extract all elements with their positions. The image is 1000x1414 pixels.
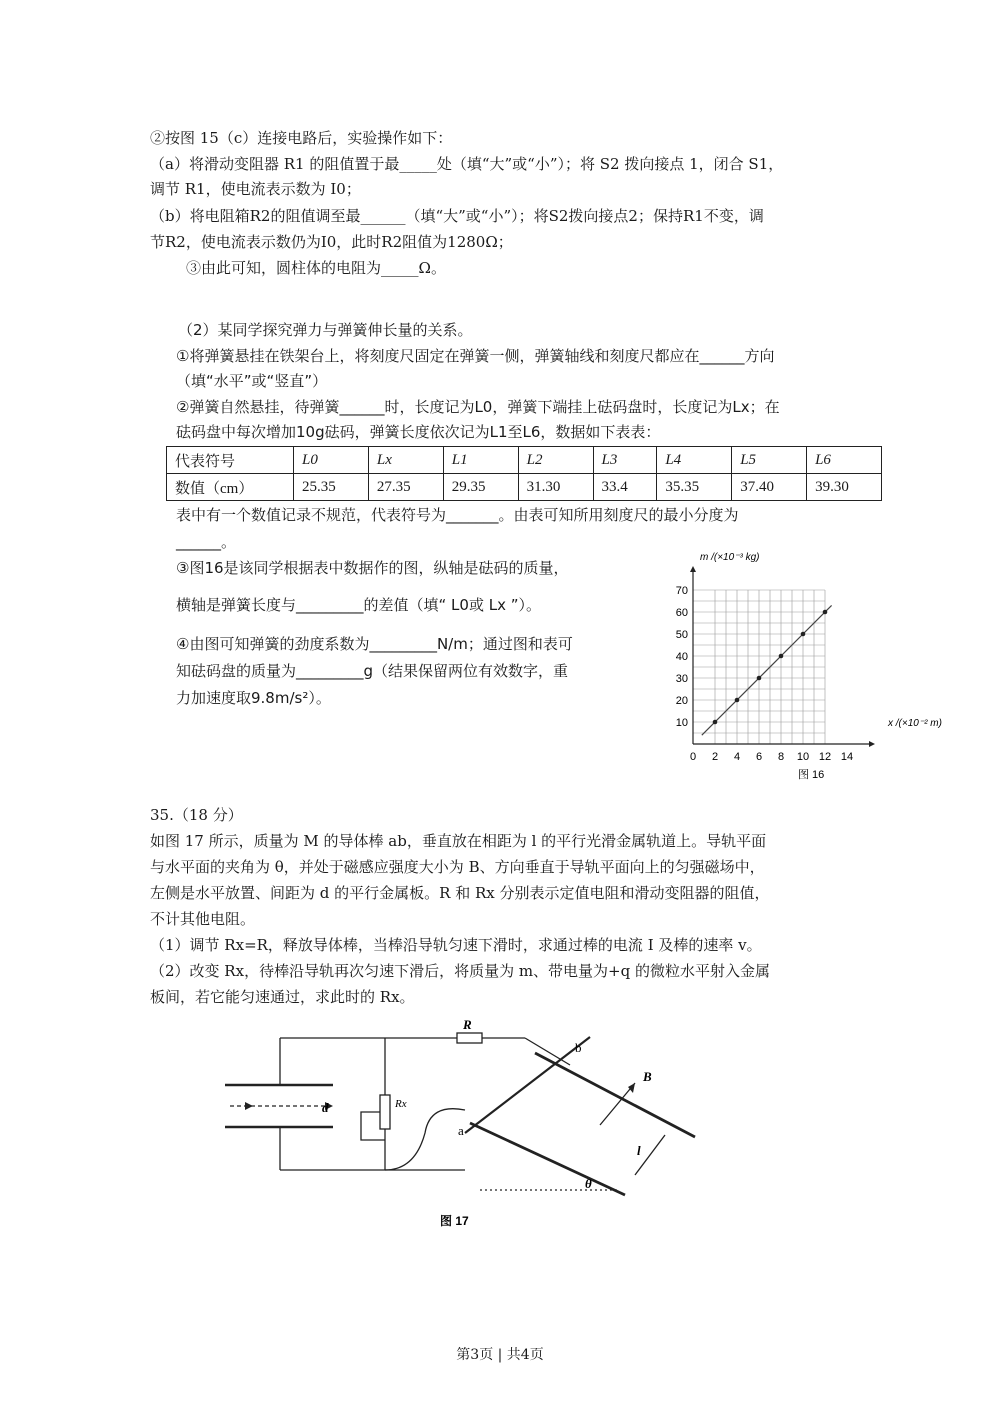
table-row <box>167 474 882 501</box>
y-tick-label: 70 <box>675 585 688 597</box>
data-point <box>735 698 740 703</box>
q3-line1: ③图16是该同学根据表中数据作的图，纵轴是砝码的质量， <box>176 559 569 577</box>
label-field-b: B <box>643 1069 652 1084</box>
step-a-line2: 调节 R1，使电流表示数为 I0； <box>150 180 361 198</box>
step3: ③由此可知，圆柱体的电阻为_____Ω。 <box>186 259 446 277</box>
data-point <box>757 676 762 681</box>
table-cell: Lx <box>368 447 443 474</box>
step2-intro: ②按图 15（c）连接电路后，实验操作如下： <box>150 129 453 147</box>
data-point <box>801 632 806 637</box>
fit-line <box>702 605 832 735</box>
after-table-line2: ______。 <box>176 533 237 551</box>
table-cell: 27.35 <box>368 474 443 501</box>
part2-title: （2）某同学探究弹力与弹簧伸长量的关系。 <box>178 321 473 339</box>
x-axis-label: x /(×10⁻² m) <box>888 718 942 729</box>
resistor-r <box>457 1033 482 1043</box>
label-a: a <box>458 1123 464 1138</box>
q35-header: 35.（18 分） <box>150 806 243 824</box>
chart-grid <box>693 590 825 744</box>
y-tick-label: 10 <box>675 717 688 729</box>
x-tick-label: 10 <box>796 751 810 763</box>
q35-para-line3: 左侧是水平放置、间距为 d 的平行金属板。R 和 Rx 分别表示定值电阻和滑动变阻器的阻值， <box>150 884 770 902</box>
rheostat-rx <box>380 1095 390 1129</box>
q35-para-line2: 与水平面的夹角为 θ，并处于磁感应强度大小为 B、方向垂直于导轨平面向上的匀强磁场中， <box>150 858 765 876</box>
y-tick-label: 60 <box>675 607 688 619</box>
label-b: b <box>575 1040 582 1055</box>
data-point <box>713 720 718 725</box>
x-tick-label: 0 <box>689 751 697 763</box>
q4-line1: ④由图可知弹簧的劲度系数为_________N/m；通过图和表可 <box>176 635 573 653</box>
label-rx: Rx <box>395 1098 407 1110</box>
table-cell: 29.35 <box>443 474 518 501</box>
table-cell: 33.4 <box>593 474 657 501</box>
data-table <box>166 446 882 501</box>
page-footer: 第3页 | 共4页 <box>456 1347 544 1363</box>
data-point <box>823 610 828 615</box>
q3-line2: 横轴是弹簧长度与_________的差值（填“ L0或 Lx ”）。 <box>176 596 541 614</box>
figure-16-caption: 图 16 <box>798 769 825 781</box>
after-table-line1: 表中有一个数值记录不规范，代表符号为_______。由表可知所用刻度尺的最小分度为 <box>176 506 739 524</box>
label-d: d <box>322 1100 329 1115</box>
q35-para-line1: 如图 17 所示，质量为 M 的导体棒 ab，垂直放在相距为 l 的平行光滑金属轨道上。导轨平面 <box>150 832 767 850</box>
q35-part2-line1: （2）改变 Rx，待棒沿导轨再次匀速下滑后，将质量为 m、带电量为+q 的微粒水平射入金属 <box>150 962 770 980</box>
y-tick-label: 50 <box>675 629 688 641</box>
table-cell: L4 <box>657 447 732 474</box>
table-cell: L3 <box>593 447 657 474</box>
table-cell: L5 <box>732 447 807 474</box>
q2-line2: 砝码盘中每次增加10g砝码，弹簧长度依次记为L1至L6，数据如下表表： <box>176 423 661 441</box>
table-header-label: 代表符号 <box>167 447 294 474</box>
table-row-label: 数值（cm） <box>167 474 294 501</box>
figure-17-caption: 图 17 <box>440 1214 469 1228</box>
table-cell: L1 <box>443 447 518 474</box>
x-tick-label: 2 <box>711 751 719 763</box>
q1-line2: （填“水平”或“竖直”） <box>176 372 328 390</box>
q4-line3: 力加速度取9.8m/s²）。 <box>176 689 331 707</box>
q35-part2-line2: 板间，若它能匀速通过，求此时的 Rx。 <box>150 988 415 1006</box>
table-cell: 35.35 <box>657 474 732 501</box>
q35-para-line4: 不计其他电阻。 <box>150 910 256 928</box>
step-b-line1: （b）将电阻箱R2的阻值调至最______（填“大”或“小”）；将S2拨向接点2；保持R1不变，调 <box>150 207 764 225</box>
q2-line1: ②弹簧自然悬挂，待弹簧______时，长度记为L0，弹簧下端挂上砝码盘时，长度记为Lx；在 <box>176 398 780 416</box>
data-point <box>779 654 784 659</box>
table-cell: L0 <box>294 447 369 474</box>
table-cell: 37.40 <box>732 474 807 501</box>
y-tick-label: 20 <box>675 695 688 707</box>
x-tick-label: 14 <box>840 751 854 763</box>
table-cell: 39.30 <box>807 474 882 501</box>
q1-line1: ①将弹簧悬挂在铁架台上，将刻度尺固定在弹簧一侧，弹簧轴线和刻度尺都应在______方向 <box>176 347 775 365</box>
table-row <box>167 447 882 474</box>
figure-17-diagram <box>225 1015 725 1230</box>
q35-part1: （1）调节 Rx=R，释放导体棒，当棒沿导轨匀速下滑时，求通过棒的电流 I 及棒的速率 v。 <box>150 936 762 954</box>
y-tick-label: 30 <box>675 673 688 685</box>
figure-16-chart <box>660 548 980 788</box>
label-r: R <box>463 1017 472 1032</box>
label-l: l <box>637 1143 641 1158</box>
x-axis-arrow <box>869 741 875 747</box>
table-cell: 25.35 <box>294 474 369 501</box>
step-b-line2: 节R2，使电流表示数仍为I0，此时R2阻值为1280Ω； <box>150 233 513 251</box>
table-cell: L6 <box>807 447 882 474</box>
y-axis-arrow <box>690 566 696 572</box>
x-tick-label: 8 <box>777 751 785 763</box>
y-tick-label: 40 <box>675 651 688 663</box>
table-cell: 31.30 <box>518 474 593 501</box>
step-a-line1: （a）将滑动变阻器 R1 的阻值置于最_____处（填“大”或“小”）；将 S2 拨向接点 1，闭合 S1， <box>150 155 784 173</box>
x-tick-label: 12 <box>818 751 832 763</box>
q4-line2: 知砝码盘的质量为_________g（结果保留两位有效数字，重 <box>176 662 569 680</box>
table-cell: L2 <box>518 447 593 474</box>
x-tick-label: 6 <box>755 751 763 763</box>
y-axis-label: m /(×10⁻³ kg) <box>700 552 760 563</box>
label-theta: θ <box>585 1176 592 1191</box>
x-tick-label: 4 <box>733 751 741 763</box>
